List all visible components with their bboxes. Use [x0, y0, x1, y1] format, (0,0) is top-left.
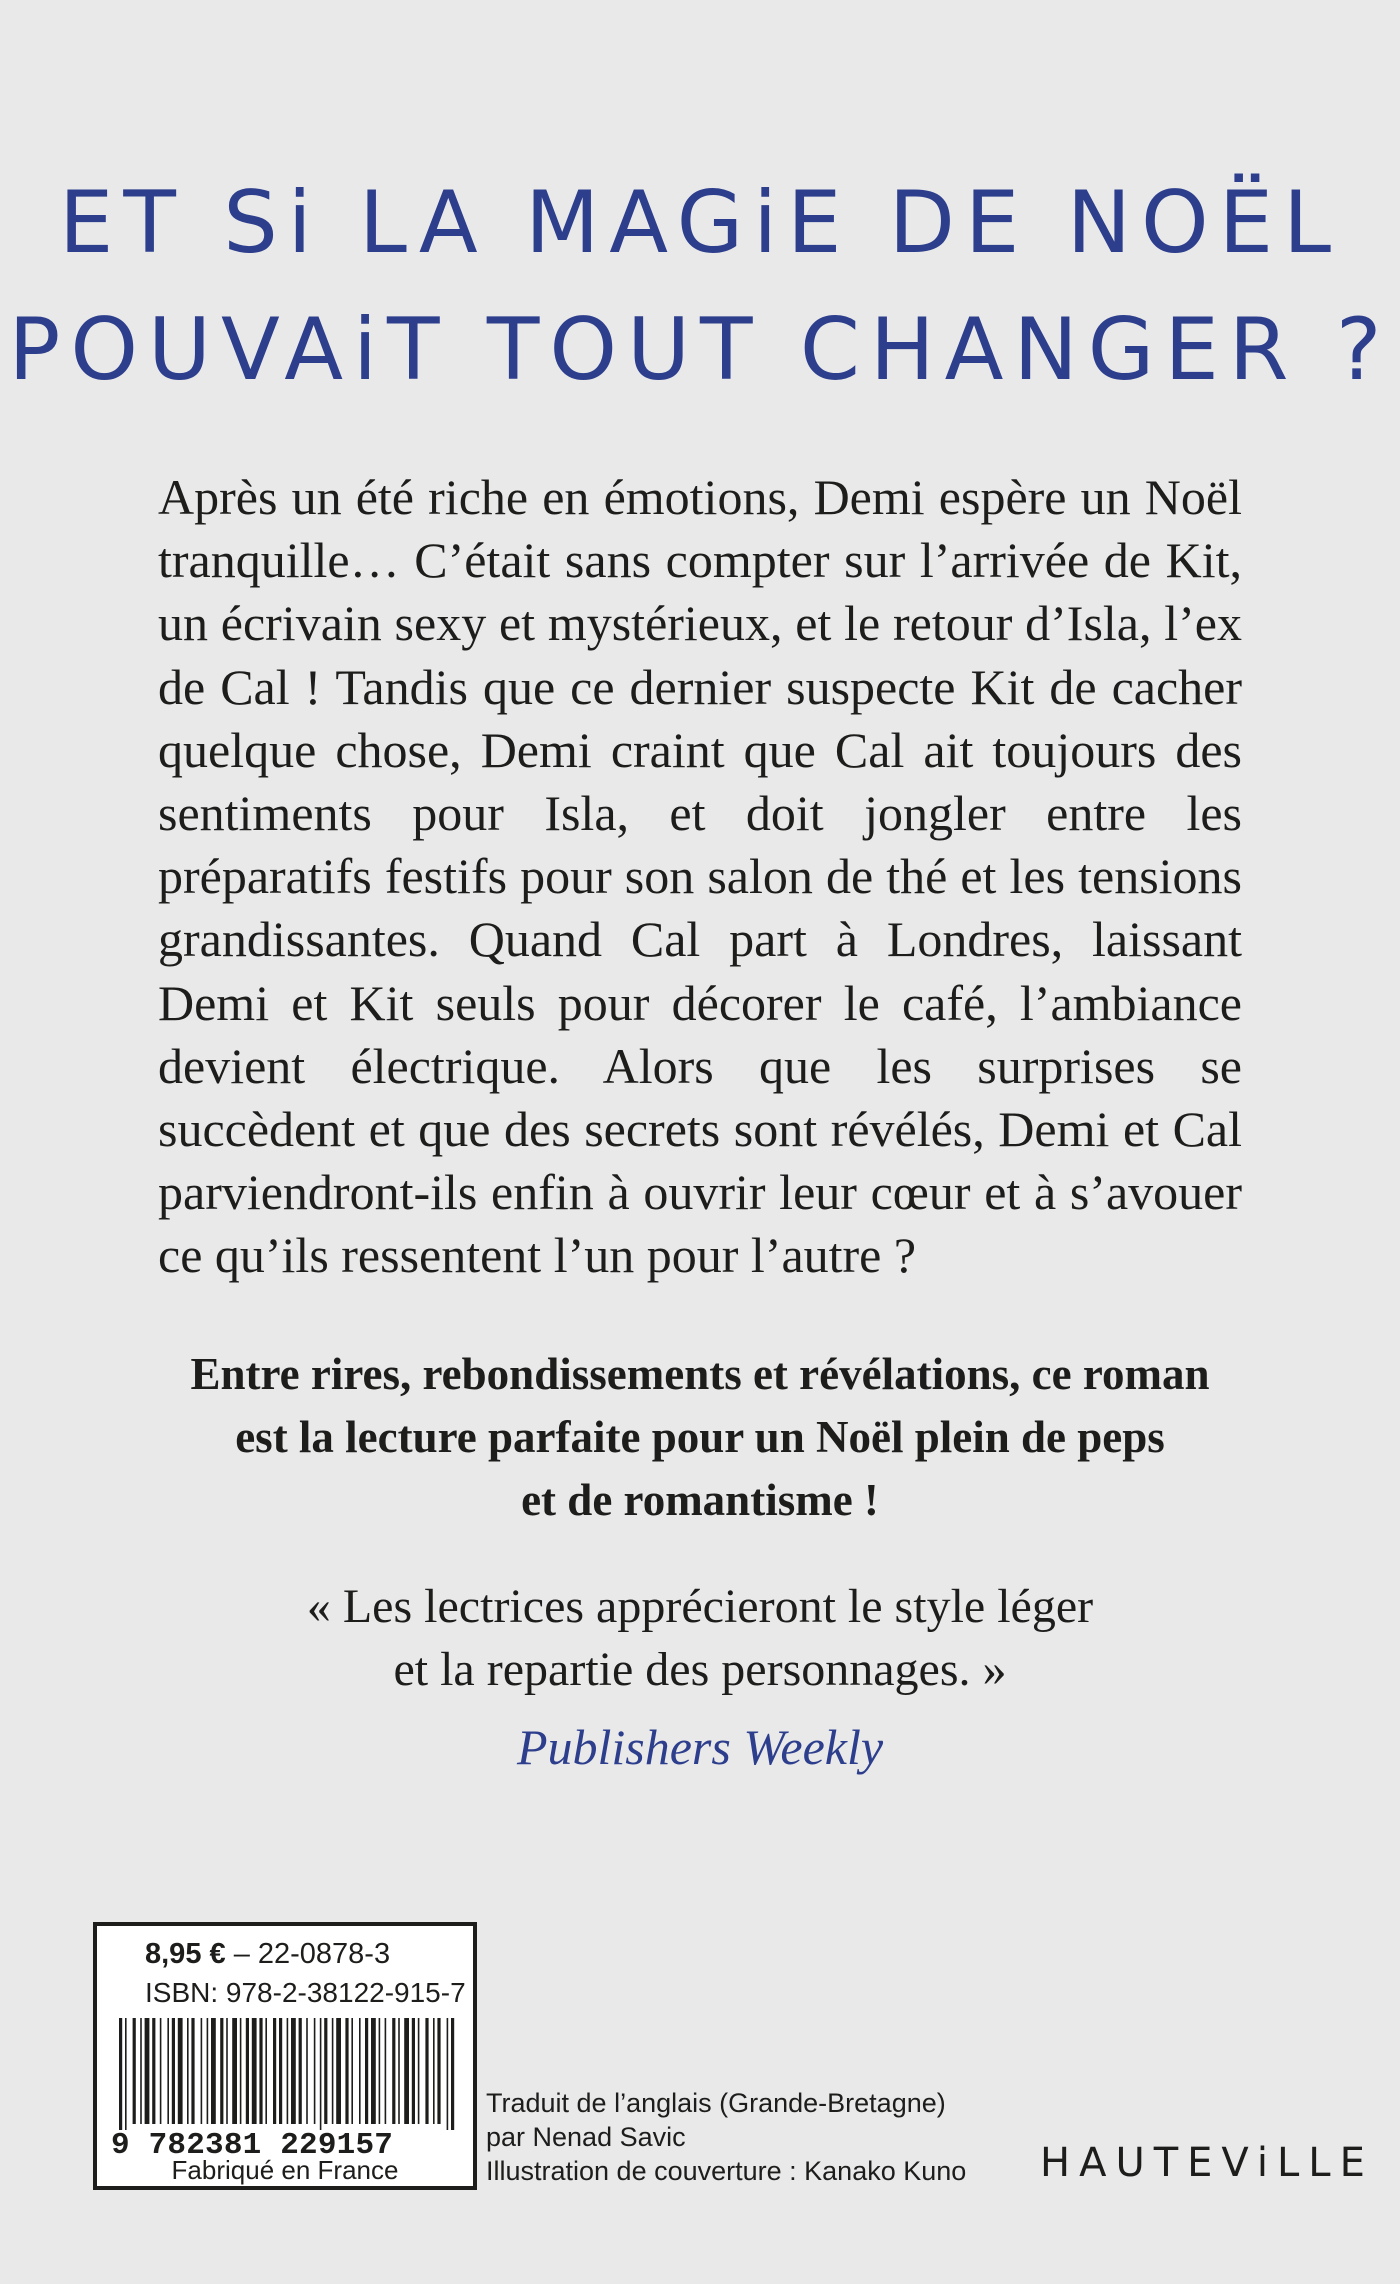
- barcode-bar: [145, 2018, 150, 2124]
- barcode-bar: [178, 2018, 183, 2124]
- synopsis-paragraph: Après un été riche en émotions, Demi espère un Noël tranquille… C’était sans compter sur l’arrivée de Kit, un écrivain sexy et mystérieux, et le retour d’Isla, l’ex de Cal ! Tandis que ce dernier suspecte Kit de cacher quelque chose, Demi craint que Cal ait toujours des sentiments pour Isla, et doit jongler entre les préparatifs festifs pour son salon de thé et les tensions grandissantes. Quand Cal part à Londres, laissant Demi et Kit seuls pour décorer le café, l’ambiance devient électrique. Alors que les surprises se succèdent et que des secrets sont révélés, Demi et Cal parviendront-ils enfin à ouvrir leur cœur et à s’avouer ce qu’ils ressentent l’un pour l’autre ?: [158, 469, 1242, 1284]
- barcode-bar: [167, 2018, 169, 2124]
- barcode-bar: [425, 2018, 428, 2124]
- barcode-bar: [336, 2018, 341, 2124]
- translation-credit: Traduit de l’anglais (Grande-Bretagne): [486, 2088, 946, 2118]
- barcode-bar: [140, 2018, 142, 2124]
- barcode-bar: [365, 2018, 368, 2124]
- headline-line-1: ET Si LA MAGiE DE NOËL: [59, 173, 1341, 273]
- quote-source: Publishers Weekly: [516, 1719, 884, 1775]
- headline-line-2: POUVAiT TOUT CHANGER ?: [8, 300, 1392, 400]
- publisher-logo: HAUTEViLLE: [1040, 2140, 1374, 2186]
- barcode-bar: [299, 2018, 302, 2124]
- barcode-bar: [246, 2018, 249, 2124]
- price: 8,95 €: [145, 1938, 226, 1970]
- barcode-bar: [379, 2018, 381, 2124]
- barcode-bar: [306, 2018, 308, 2124]
- barcode-bar: [324, 2018, 327, 2124]
- translator-credit: par Nenad Savic: [486, 2122, 686, 2152]
- barcode-bar: [404, 2018, 409, 2124]
- barcode-bar: [437, 2018, 440, 2124]
- barcode-bar: [207, 2018, 209, 2124]
- barcode-bar: [220, 2018, 223, 2124]
- barcode-bar: [332, 2018, 334, 2124]
- barcode-bar: [371, 2018, 376, 2124]
- barcode-bar: [287, 2018, 289, 2124]
- barcode-bar: [201, 2018, 203, 2124]
- barcode-bar: [119, 2018, 122, 2130]
- barcode-bar: [451, 2018, 454, 2130]
- barcode-bar: [392, 2018, 395, 2124]
- product-code: – 22-0878-3: [225, 1938, 391, 1970]
- barcode-bar: [359, 2018, 361, 2124]
- illustration-credit: Illustration de couverture : Kanako Kuno: [486, 2156, 967, 2186]
- barcode-digits: 9 782381 229157: [111, 2128, 394, 2163]
- quote-line-2: et la repartie des personnages. »: [393, 1643, 1007, 1696]
- barcode-bar: [211, 2018, 216, 2124]
- tagline-line-2: est la lecture parfaite pour un Noël plein de peps: [235, 1412, 1165, 1462]
- barcode-bars: [115, 2018, 459, 2130]
- barcode-bar: [279, 2018, 282, 2124]
- barcode-bar: [172, 2018, 175, 2124]
- barcode-bar: [265, 2018, 267, 2124]
- barcode-bar: [398, 2018, 400, 2124]
- barcode-bar: [187, 2018, 189, 2124]
- barcode-bar: [240, 2018, 242, 2124]
- price-line: [145, 1938, 390, 1971]
- barcode-bar: [191, 2018, 194, 2124]
- barcode-bar: [133, 2018, 136, 2124]
- barcode-bar: [314, 2018, 316, 2124]
- credits: [486, 2086, 966, 2188]
- barcode-bar: [273, 2018, 276, 2124]
- isbn: ISBN: 978-2-38122-915-7: [145, 1977, 466, 2008]
- barcode-box: [93, 1922, 477, 2190]
- barcode-bar: [320, 2018, 322, 2130]
- tagline-line-1: Entre rires, rebondissements et révélations, ce roman: [190, 1349, 1210, 1399]
- tagline-line-3: et de romantisme !: [521, 1475, 879, 1525]
- barcode-bar: [152, 2018, 155, 2124]
- barcode-bar: [232, 2018, 237, 2124]
- barcode-bar: [259, 2018, 262, 2124]
- barcode-bar: [252, 2018, 257, 2124]
- barcode-bar: [385, 2018, 387, 2124]
- made-in-france: Fabriqué en France: [171, 2155, 399, 2185]
- barcode-bar: [351, 2018, 353, 2124]
- quote-line-1: « Les lectrices apprécieront le style léger: [306, 1580, 1094, 1633]
- barcode-bar: [345, 2018, 348, 2124]
- tagline: [0, 1343, 1400, 1532]
- barcode-bar: [226, 2018, 228, 2124]
- barcode-bar: [291, 2018, 296, 2124]
- barcode-bar: [433, 2018, 435, 2124]
- barcode-bar: [412, 2018, 415, 2124]
- press-quote: [0, 1575, 1400, 1701]
- barcode-bar: [418, 2018, 420, 2124]
- barcode-bar: [125, 2018, 127, 2130]
- barcode-bar: [447, 2018, 449, 2130]
- barcode-bar: [160, 2018, 162, 2124]
